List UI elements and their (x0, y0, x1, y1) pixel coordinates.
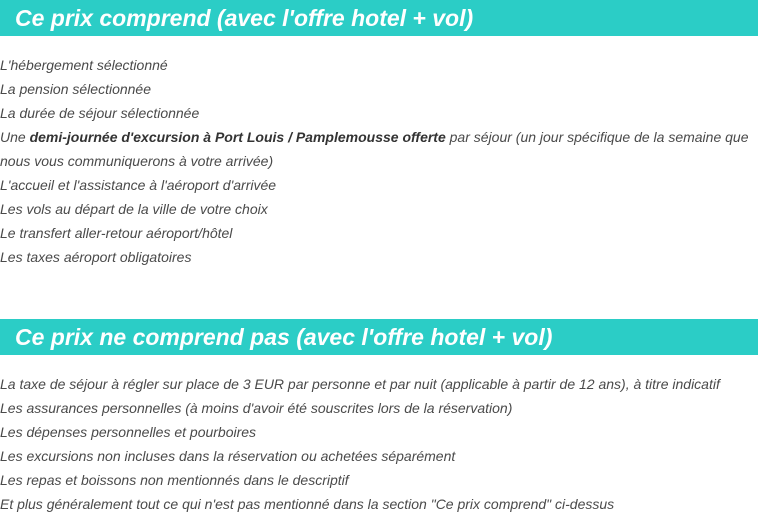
excluded-list (0, 372, 750, 516)
list-item: La taxe de séjour à régler sur place de 3 EUR par personne et par nuit (applicable à partir de 12 ans), à titre indicatif (0, 376, 720, 392)
list-item: La pension sélectionnée (0, 81, 152, 97)
list-item: Les vols au départ de la ville de votre choix (0, 201, 268, 217)
list-item-excursion (0, 125, 750, 173)
included-title: Ce prix comprend (avec l'offre hotel + vol) (15, 4, 474, 31)
list-item: L'hébergement sélectionné (0, 57, 168, 73)
excursion-prefix: Une (0, 129, 30, 145)
list-item: Les assurances personnelles (à moins d'avoir été souscrites lors de la réservation) (0, 400, 513, 416)
list-item: Les taxes aéroport obligatoires (0, 249, 192, 265)
list-item: Le transfert aller-retour aéroport/hôtel (0, 225, 233, 241)
list-item: Les repas et boissons non mentionnés dans le descriptif (0, 472, 349, 488)
excluded-header (0, 319, 758, 355)
excluded-title: Ce prix ne comprend pas (avec l'offre hotel + vol) (15, 323, 553, 350)
list-item: L'accueil et l'assistance à l'aéroport d'arrivée (0, 177, 277, 193)
list-item: Et plus généralement tout ce qui n'est pas mentionné dans la section "Ce prix comprend" ci-dessus (0, 496, 615, 512)
list-item: Les dépenses personnelles et pourboires (0, 424, 257, 440)
list-item: Les excursions non incluses dans la réservation ou achetées séparément (0, 448, 456, 464)
included-header (0, 0, 758, 36)
included-list (0, 53, 750, 269)
list-item: La durée de séjour sélectionnée (0, 105, 200, 121)
excursion-highlight: demi-journée d'excursion à Port Louis / Pamplemousse offerte (29, 129, 446, 145)
excursion-suffix: par séjour (un jour spécifique de la semaine que nous vous communiquerons à votre arrivée) (0, 129, 749, 169)
